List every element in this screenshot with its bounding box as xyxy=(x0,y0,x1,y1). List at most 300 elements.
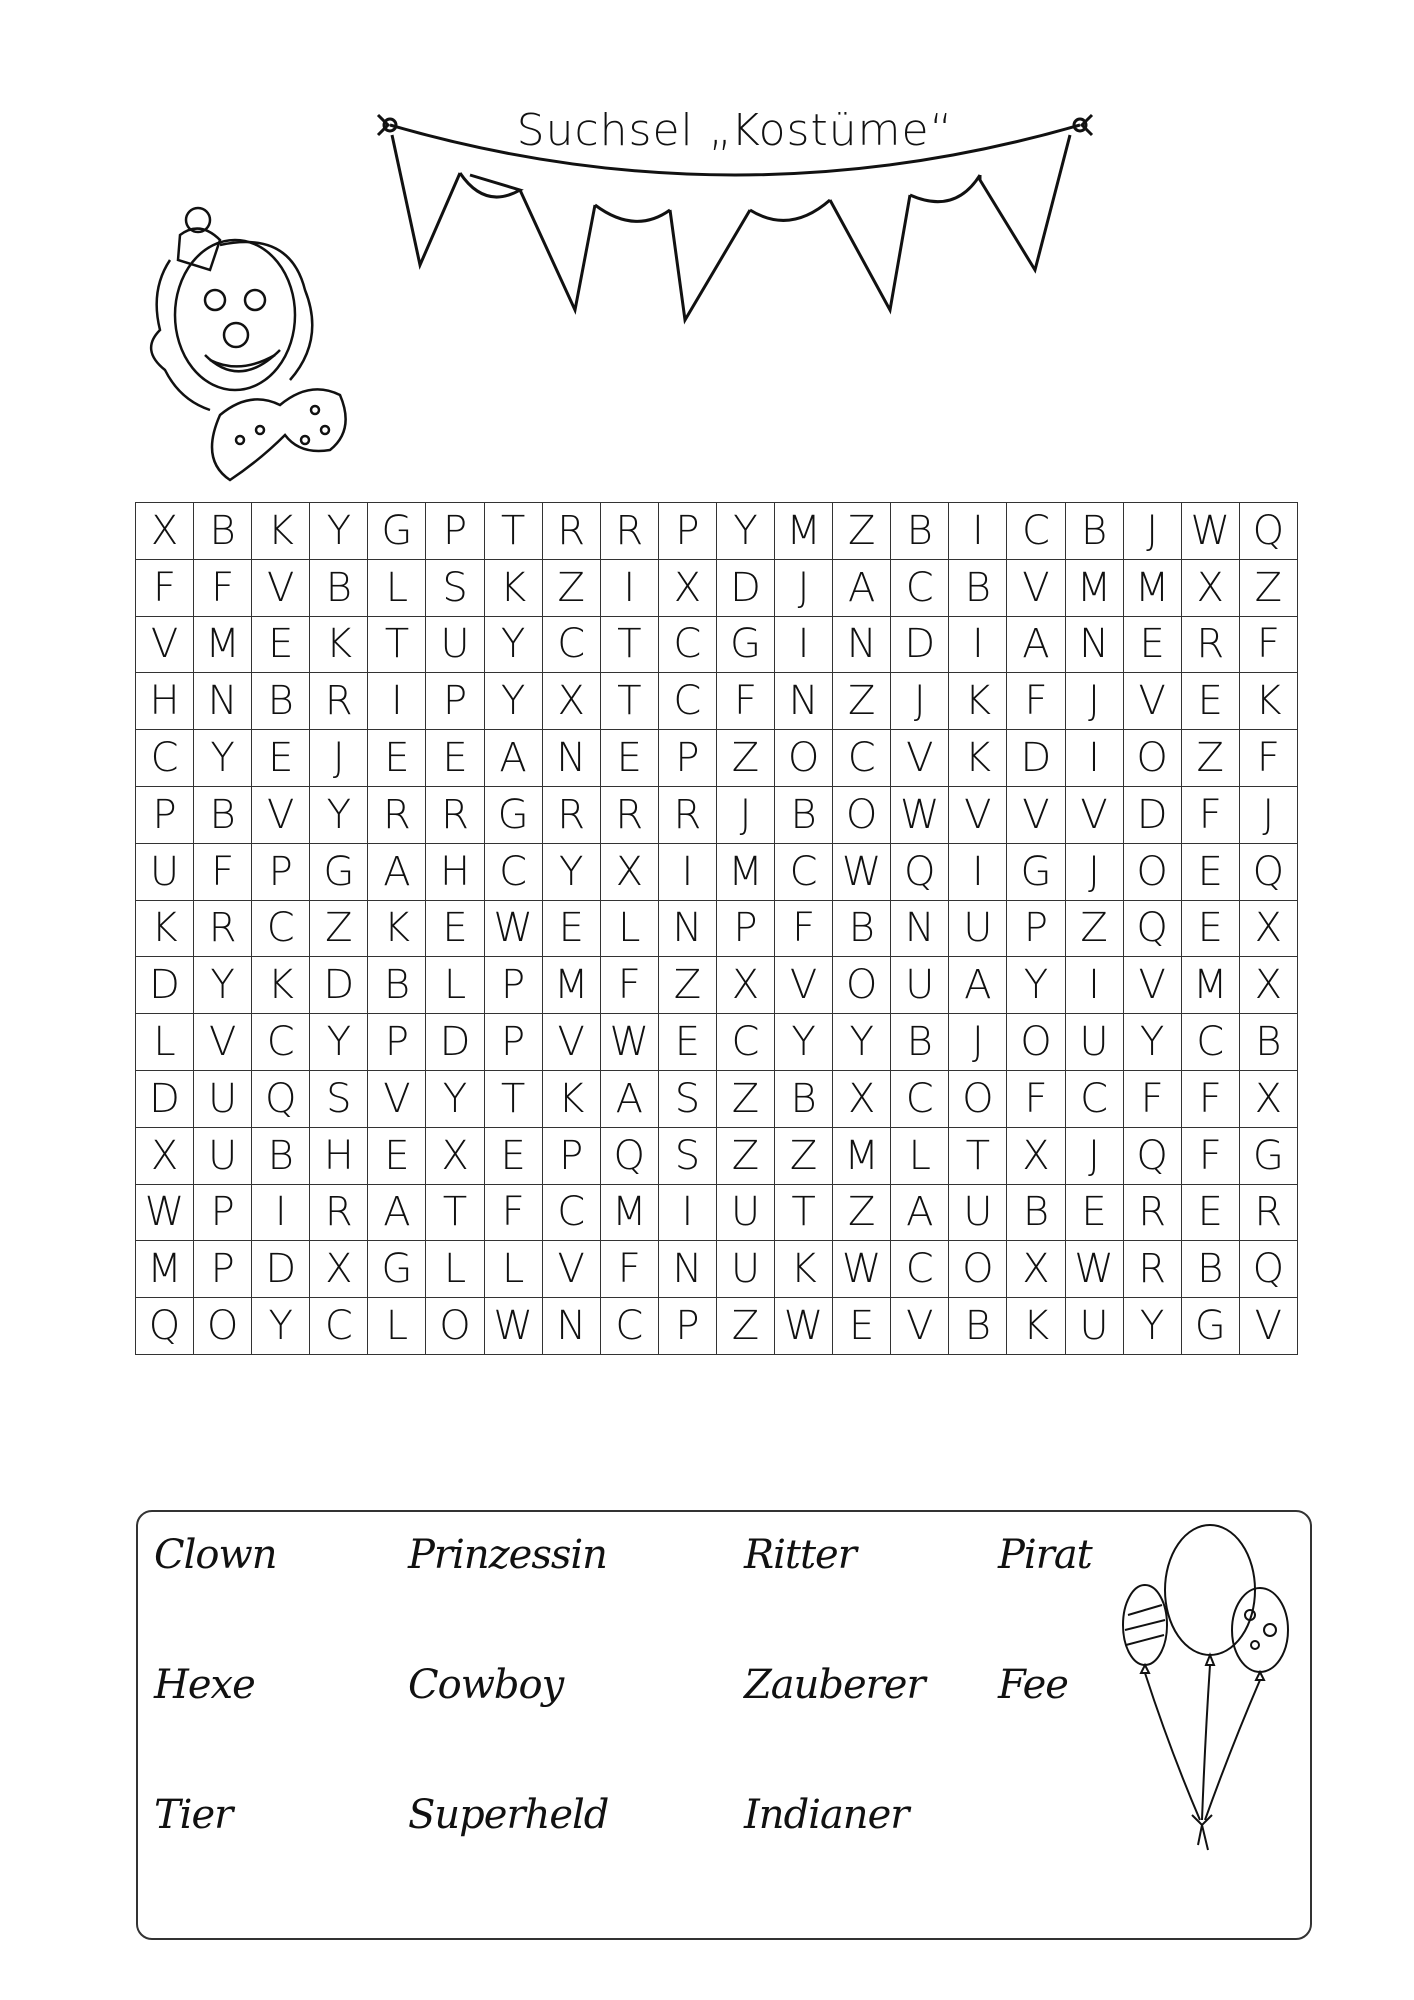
grid-cell[interactable]: B xyxy=(1007,1184,1065,1241)
grid-cell[interactable]: A xyxy=(368,843,426,900)
grid-cell[interactable]: V xyxy=(252,559,310,616)
grid-cell[interactable]: V xyxy=(891,1298,949,1355)
grid-cell[interactable]: F xyxy=(1181,1127,1239,1184)
grid-cell[interactable]: W xyxy=(833,843,891,900)
grid-cell[interactable]: E xyxy=(252,730,310,787)
grid-cell[interactable]: Z xyxy=(775,1127,833,1184)
grid-cell[interactable]: S xyxy=(658,1070,716,1127)
grid-cell[interactable]: Y xyxy=(833,1014,891,1071)
grid-cell[interactable]: R xyxy=(426,786,484,843)
grid-cell[interactable]: N xyxy=(658,1241,716,1298)
grid-cell[interactable]: S xyxy=(426,559,484,616)
grid-cell[interactable]: S xyxy=(310,1070,368,1127)
grid-cell[interactable]: T xyxy=(426,1184,484,1241)
grid-cell[interactable]: N xyxy=(1065,616,1123,673)
grid-cell[interactable]: O xyxy=(833,786,891,843)
grid-cell[interactable]: J xyxy=(1065,1127,1123,1184)
grid-cell[interactable]: Q xyxy=(1239,843,1297,900)
grid-cell[interactable]: Q xyxy=(1123,900,1181,957)
grid-cell[interactable]: Z xyxy=(658,957,716,1014)
grid-cell[interactable]: I xyxy=(600,559,658,616)
grid-cell[interactable]: L xyxy=(484,1241,542,1298)
grid-cell[interactable]: Y xyxy=(542,843,600,900)
grid-cell[interactable]: V xyxy=(542,1014,600,1071)
grid-cell[interactable]: E xyxy=(1181,1184,1239,1241)
grid-cell[interactable]: X xyxy=(833,1070,891,1127)
grid-cell[interactable]: F xyxy=(1007,1070,1065,1127)
grid-cell[interactable]: C xyxy=(833,730,891,787)
grid-cell[interactable]: D xyxy=(136,957,194,1014)
grid-cell[interactable]: P xyxy=(194,1184,252,1241)
grid-cell[interactable]: G xyxy=(1181,1298,1239,1355)
grid-cell[interactable]: X xyxy=(426,1127,484,1184)
grid-cell[interactable]: E xyxy=(600,730,658,787)
grid-cell[interactable]: Z xyxy=(1065,900,1123,957)
grid-cell[interactable]: V xyxy=(1239,1298,1297,1355)
grid-cell[interactable]: P xyxy=(658,730,716,787)
grid-cell[interactable]: W xyxy=(600,1014,658,1071)
grid-cell[interactable]: I xyxy=(949,843,1007,900)
grid-cell[interactable]: Y xyxy=(1123,1014,1181,1071)
grid-cell[interactable]: X xyxy=(1239,1070,1297,1127)
grid-cell[interactable]: G xyxy=(1007,843,1065,900)
grid-cell[interactable]: F xyxy=(136,559,194,616)
grid-cell[interactable]: C xyxy=(658,616,716,673)
grid-cell[interactable]: Y xyxy=(484,673,542,730)
grid-cell[interactable]: D xyxy=(426,1014,484,1071)
grid-cell[interactable]: U xyxy=(949,900,1007,957)
grid-cell[interactable]: G xyxy=(1239,1127,1297,1184)
grid-cell[interactable]: J xyxy=(1065,673,1123,730)
grid-cell[interactable]: Z xyxy=(716,1127,774,1184)
grid-cell[interactable]: B xyxy=(1181,1241,1239,1298)
grid-cell[interactable]: V xyxy=(891,730,949,787)
grid-cell[interactable]: X xyxy=(1239,957,1297,1014)
grid-cell[interactable]: B xyxy=(949,1298,1007,1355)
grid-cell[interactable]: Y xyxy=(426,1070,484,1127)
grid-cell[interactable]: U xyxy=(426,616,484,673)
grid-cell[interactable]: P xyxy=(542,1127,600,1184)
grid-cell[interactable]: Q xyxy=(252,1070,310,1127)
grid-cell[interactable]: K xyxy=(1239,673,1297,730)
grid-cell[interactable]: V xyxy=(368,1070,426,1127)
grid-cell[interactable]: X xyxy=(310,1241,368,1298)
grid-cell[interactable]: X xyxy=(658,559,716,616)
grid-cell[interactable]: I xyxy=(949,503,1007,560)
grid-cell[interactable]: E xyxy=(658,1014,716,1071)
grid-cell[interactable]: Y xyxy=(252,1298,310,1355)
grid-cell[interactable]: W xyxy=(484,900,542,957)
grid-cell[interactable]: E xyxy=(542,900,600,957)
grid-cell[interactable]: R xyxy=(310,673,368,730)
grid-cell[interactable]: E xyxy=(1181,900,1239,957)
grid-cell[interactable]: K xyxy=(775,1241,833,1298)
grid-cell[interactable]: A xyxy=(949,957,1007,1014)
grid-cell[interactable]: C xyxy=(252,900,310,957)
grid-cell[interactable]: W xyxy=(775,1298,833,1355)
grid-cell[interactable]: X xyxy=(1007,1127,1065,1184)
grid-cell[interactable]: J xyxy=(716,786,774,843)
grid-cell[interactable]: G xyxy=(484,786,542,843)
grid-cell[interactable]: T xyxy=(484,503,542,560)
grid-cell[interactable]: U xyxy=(891,957,949,1014)
grid-cell[interactable]: E xyxy=(252,616,310,673)
grid-cell[interactable]: D xyxy=(716,559,774,616)
grid-cell[interactable]: Z xyxy=(716,730,774,787)
grid-cell[interactable]: Y xyxy=(716,503,774,560)
grid-cell[interactable]: F xyxy=(716,673,774,730)
grid-cell[interactable]: U xyxy=(1065,1298,1123,1355)
grid-cell[interactable]: N xyxy=(542,730,600,787)
grid-cell[interactable]: V xyxy=(775,957,833,1014)
grid-cell[interactable]: M xyxy=(833,1127,891,1184)
grid-cell[interactable]: P xyxy=(484,957,542,1014)
grid-cell[interactable]: B xyxy=(775,1070,833,1127)
grid-cell[interactable]: M xyxy=(600,1184,658,1241)
grid-cell[interactable]: Q xyxy=(1123,1127,1181,1184)
grid-cell[interactable]: L xyxy=(368,1298,426,1355)
grid-cell[interactable]: B xyxy=(1065,503,1123,560)
grid-cell[interactable]: A xyxy=(1007,616,1065,673)
grid-cell[interactable]: Y xyxy=(484,616,542,673)
grid-cell[interactable]: J xyxy=(1065,843,1123,900)
grid-cell[interactable]: B xyxy=(1239,1014,1297,1071)
grid-cell[interactable]: U xyxy=(194,1127,252,1184)
grid-cell[interactable]: C xyxy=(484,843,542,900)
grid-cell[interactable]: U xyxy=(136,843,194,900)
grid-cell[interactable]: O xyxy=(833,957,891,1014)
grid-cell[interactable]: K xyxy=(252,957,310,1014)
grid-cell[interactable]: W xyxy=(484,1298,542,1355)
grid-cell[interactable]: Z xyxy=(716,1070,774,1127)
grid-cell[interactable]: O xyxy=(194,1298,252,1355)
grid-cell[interactable]: A xyxy=(368,1184,426,1241)
grid-cell[interactable]: R xyxy=(1123,1241,1181,1298)
grid-cell[interactable]: U xyxy=(949,1184,1007,1241)
grid-cell[interactable]: O xyxy=(426,1298,484,1355)
grid-cell[interactable]: J xyxy=(1123,503,1181,560)
grid-cell[interactable]: X xyxy=(542,673,600,730)
grid-cell[interactable]: K xyxy=(252,503,310,560)
grid-cell[interactable]: A xyxy=(484,730,542,787)
grid-cell[interactable]: U xyxy=(1065,1014,1123,1071)
grid-cell[interactable]: E xyxy=(1181,843,1239,900)
grid-cell[interactable]: G xyxy=(368,503,426,560)
grid-cell[interactable]: J xyxy=(310,730,368,787)
grid-cell[interactable]: V xyxy=(194,1014,252,1071)
grid-cell[interactable]: F xyxy=(484,1184,542,1241)
grid-cell[interactable]: G xyxy=(310,843,368,900)
grid-cell[interactable]: M xyxy=(542,957,600,1014)
grid-cell[interactable]: O xyxy=(775,730,833,787)
grid-cell[interactable]: E xyxy=(1065,1184,1123,1241)
grid-cell[interactable]: Y xyxy=(1123,1298,1181,1355)
grid-cell[interactable]: B xyxy=(194,503,252,560)
grid-cell[interactable]: I xyxy=(1065,957,1123,1014)
grid-cell[interactable]: J xyxy=(891,673,949,730)
grid-cell[interactable]: B xyxy=(891,1014,949,1071)
grid-cell[interactable]: O xyxy=(1007,1014,1065,1071)
grid-cell[interactable]: B xyxy=(194,786,252,843)
grid-cell[interactable]: C xyxy=(1181,1014,1239,1071)
grid-cell[interactable]: R xyxy=(658,786,716,843)
grid-cell[interactable]: V xyxy=(1123,673,1181,730)
grid-cell[interactable]: K xyxy=(310,616,368,673)
grid-cell[interactable]: Y xyxy=(194,957,252,1014)
grid-cell[interactable]: M xyxy=(1181,957,1239,1014)
grid-cell[interactable]: C xyxy=(891,1241,949,1298)
grid-cell[interactable]: L xyxy=(600,900,658,957)
grid-cell[interactable]: B xyxy=(252,1127,310,1184)
grid-cell[interactable]: T xyxy=(600,673,658,730)
grid-cell[interactable]: X xyxy=(1181,559,1239,616)
grid-cell[interactable]: D xyxy=(252,1241,310,1298)
grid-cell[interactable]: B xyxy=(949,559,1007,616)
grid-cell[interactable]: Y xyxy=(775,1014,833,1071)
grid-cell[interactable]: G xyxy=(716,616,774,673)
grid-cell[interactable]: N xyxy=(542,1298,600,1355)
grid-cell[interactable]: X xyxy=(600,843,658,900)
grid-cell[interactable]: C xyxy=(542,616,600,673)
grid-cell[interactable]: K xyxy=(1007,1298,1065,1355)
grid-cell[interactable]: K xyxy=(484,559,542,616)
grid-cell[interactable]: V xyxy=(542,1241,600,1298)
grid-cell[interactable]: M xyxy=(775,503,833,560)
grid-cell[interactable]: V xyxy=(1123,957,1181,1014)
grid-cell[interactable]: I xyxy=(1065,730,1123,787)
grid-cell[interactable]: V xyxy=(1007,559,1065,616)
grid-cell[interactable]: C xyxy=(775,843,833,900)
grid-cell[interactable]: R xyxy=(310,1184,368,1241)
grid-cell[interactable]: P xyxy=(658,1298,716,1355)
grid-cell[interactable]: Z xyxy=(1181,730,1239,787)
grid-cell[interactable]: F xyxy=(775,900,833,957)
grid-cell[interactable]: T xyxy=(600,616,658,673)
grid-cell[interactable]: P xyxy=(252,843,310,900)
grid-cell[interactable]: F xyxy=(1007,673,1065,730)
grid-cell[interactable]: Q xyxy=(600,1127,658,1184)
grid-cell[interactable]: E xyxy=(833,1298,891,1355)
grid-cell[interactable]: P xyxy=(194,1241,252,1298)
grid-cell[interactable]: F xyxy=(600,1241,658,1298)
grid-cell[interactable]: F xyxy=(1123,1070,1181,1127)
grid-cell[interactable]: O xyxy=(949,1241,1007,1298)
grid-cell[interactable]: T xyxy=(775,1184,833,1241)
grid-cell[interactable]: D xyxy=(891,616,949,673)
grid-cell[interactable]: B xyxy=(310,559,368,616)
grid-cell[interactable]: R xyxy=(542,503,600,560)
grid-cell[interactable]: M xyxy=(194,616,252,673)
grid-cell[interactable]: P xyxy=(426,673,484,730)
grid-cell[interactable]: S xyxy=(658,1127,716,1184)
grid-cell[interactable]: R xyxy=(600,786,658,843)
grid-cell[interactable]: Y xyxy=(1007,957,1065,1014)
grid-cell[interactable]: V xyxy=(1065,786,1123,843)
grid-cell[interactable]: O xyxy=(949,1070,1007,1127)
grid-cell[interactable]: T xyxy=(484,1070,542,1127)
grid-cell[interactable]: Q xyxy=(1239,503,1297,560)
grid-cell[interactable]: K xyxy=(949,730,1007,787)
grid-cell[interactable]: T xyxy=(949,1127,1007,1184)
grid-cell[interactable]: E xyxy=(368,1127,426,1184)
grid-cell[interactable]: R xyxy=(1123,1184,1181,1241)
grid-cell[interactable]: Q xyxy=(136,1298,194,1355)
grid-cell[interactable]: F xyxy=(194,559,252,616)
grid-cell[interactable]: I xyxy=(368,673,426,730)
grid-cell[interactable]: C xyxy=(891,1070,949,1127)
grid-cell[interactable]: V xyxy=(1007,786,1065,843)
grid-cell[interactable]: C xyxy=(658,673,716,730)
grid-cell[interactable]: M xyxy=(1065,559,1123,616)
grid-cell[interactable]: H xyxy=(136,673,194,730)
grid-cell[interactable]: I xyxy=(252,1184,310,1241)
grid-cell[interactable]: G xyxy=(368,1241,426,1298)
grid-cell[interactable]: R xyxy=(1239,1184,1297,1241)
grid-cell[interactable]: R xyxy=(194,900,252,957)
grid-cell[interactable]: M xyxy=(716,843,774,900)
grid-cell[interactable]: B xyxy=(252,673,310,730)
grid-cell[interactable]: L xyxy=(426,957,484,1014)
grid-cell[interactable]: C xyxy=(310,1298,368,1355)
grid-cell[interactable]: N xyxy=(194,673,252,730)
grid-cell[interactable]: H xyxy=(310,1127,368,1184)
grid-cell[interactable]: K xyxy=(368,900,426,957)
grid-cell[interactable]: C xyxy=(716,1014,774,1071)
grid-cell[interactable]: B xyxy=(833,900,891,957)
grid-cell[interactable]: F xyxy=(194,843,252,900)
grid-cell[interactable]: D xyxy=(1123,786,1181,843)
grid-cell[interactable]: C xyxy=(1007,503,1065,560)
grid-cell[interactable]: Z xyxy=(716,1298,774,1355)
grid-cell[interactable]: D xyxy=(136,1070,194,1127)
grid-cell[interactable]: E xyxy=(484,1127,542,1184)
grid-cell[interactable]: C xyxy=(542,1184,600,1241)
grid-cell[interactable]: P xyxy=(136,786,194,843)
grid-cell[interactable]: W xyxy=(1181,503,1239,560)
grid-cell[interactable]: I xyxy=(949,616,1007,673)
grid-cell[interactable]: L xyxy=(891,1127,949,1184)
grid-cell[interactable]: W xyxy=(1065,1241,1123,1298)
grid-cell[interactable]: D xyxy=(1007,730,1065,787)
grid-cell[interactable]: J xyxy=(1239,786,1297,843)
grid-cell[interactable]: F xyxy=(1181,786,1239,843)
grid-cell[interactable]: B xyxy=(368,957,426,1014)
grid-cell[interactable]: O xyxy=(1123,843,1181,900)
grid-cell[interactable]: Z xyxy=(833,673,891,730)
grid-cell[interactable]: N xyxy=(833,616,891,673)
grid-cell[interactable]: X xyxy=(716,957,774,1014)
grid-cell[interactable]: C xyxy=(252,1014,310,1071)
grid-cell[interactable]: K xyxy=(949,673,1007,730)
grid-cell[interactable]: U xyxy=(194,1070,252,1127)
grid-cell[interactable]: Q xyxy=(891,843,949,900)
grid-cell[interactable]: R xyxy=(1181,616,1239,673)
grid-cell[interactable]: E xyxy=(368,730,426,787)
grid-cell[interactable]: T xyxy=(368,616,426,673)
grid-cell[interactable]: H xyxy=(426,843,484,900)
grid-cell[interactable]: K xyxy=(136,900,194,957)
grid-cell[interactable]: W xyxy=(891,786,949,843)
grid-cell[interactable]: C xyxy=(600,1298,658,1355)
grid-cell[interactable]: Z xyxy=(310,900,368,957)
grid-cell[interactable]: J xyxy=(949,1014,1007,1071)
grid-cell[interactable]: Y xyxy=(310,1014,368,1071)
grid-cell[interactable]: Q xyxy=(1239,1241,1297,1298)
grid-cell[interactable]: P xyxy=(1007,900,1065,957)
grid-cell[interactable]: V xyxy=(252,786,310,843)
grid-cell[interactable]: Y xyxy=(194,730,252,787)
grid-cell[interactable]: M xyxy=(1123,559,1181,616)
grid-cell[interactable]: C xyxy=(1065,1070,1123,1127)
grid-cell[interactable]: Y xyxy=(310,786,368,843)
grid-cell[interactable]: A xyxy=(600,1070,658,1127)
grid-cell[interactable]: P xyxy=(368,1014,426,1071)
grid-cell[interactable]: P xyxy=(484,1014,542,1071)
grid-cell[interactable]: P xyxy=(658,503,716,560)
grid-cell[interactable]: J xyxy=(775,559,833,616)
grid-cell[interactable]: L xyxy=(426,1241,484,1298)
grid-cell[interactable]: R xyxy=(600,503,658,560)
grid-cell[interactable]: X xyxy=(1239,900,1297,957)
grid-cell[interactable]: Z xyxy=(833,1184,891,1241)
grid-cell[interactable]: M xyxy=(136,1241,194,1298)
grid-cell[interactable]: K xyxy=(542,1070,600,1127)
grid-cell[interactable]: E xyxy=(1181,673,1239,730)
grid-cell[interactable]: A xyxy=(833,559,891,616)
grid-cell[interactable]: D xyxy=(310,957,368,1014)
grid-cell[interactable]: L xyxy=(368,559,426,616)
grid-cell[interactable]: U xyxy=(716,1241,774,1298)
grid-cell[interactable]: W xyxy=(833,1241,891,1298)
grid-cell[interactable]: N xyxy=(658,900,716,957)
grid-cell[interactable]: X xyxy=(1007,1241,1065,1298)
grid-cell[interactable]: A xyxy=(891,1184,949,1241)
grid-cell[interactable]: I xyxy=(775,616,833,673)
grid-cell[interactable]: R xyxy=(368,786,426,843)
grid-cell[interactable]: X xyxy=(136,503,194,560)
grid-cell[interactable]: N xyxy=(891,900,949,957)
grid-cell[interactable]: Y xyxy=(310,503,368,560)
grid-cell[interactable]: E xyxy=(426,730,484,787)
grid-cell[interactable]: F xyxy=(1239,730,1297,787)
grid-cell[interactable]: P xyxy=(716,900,774,957)
grid-cell[interactable]: Z xyxy=(542,559,600,616)
grid-cell[interactable]: Z xyxy=(1239,559,1297,616)
grid-cell[interactable]: O xyxy=(1123,730,1181,787)
grid-cell[interactable]: C xyxy=(136,730,194,787)
grid-cell[interactable]: C xyxy=(891,559,949,616)
grid-cell[interactable]: P xyxy=(426,503,484,560)
grid-cell[interactable]: F xyxy=(1239,616,1297,673)
grid-cell[interactable]: F xyxy=(1181,1070,1239,1127)
grid-cell[interactable]: B xyxy=(775,786,833,843)
grid-cell[interactable]: V xyxy=(949,786,1007,843)
grid-cell[interactable]: I xyxy=(658,1184,716,1241)
grid-cell[interactable]: E xyxy=(1123,616,1181,673)
grid-cell[interactable]: B xyxy=(891,503,949,560)
grid-cell[interactable]: X xyxy=(136,1127,194,1184)
grid-cell[interactable]: E xyxy=(426,900,484,957)
grid-cell[interactable]: U xyxy=(716,1184,774,1241)
grid-cell[interactable]: R xyxy=(542,786,600,843)
grid-cell[interactable]: V xyxy=(136,616,194,673)
grid-cell[interactable]: Z xyxy=(833,503,891,560)
grid-cell[interactable]: N xyxy=(775,673,833,730)
grid-cell[interactable]: F xyxy=(600,957,658,1014)
grid-cell[interactable]: L xyxy=(136,1014,194,1071)
grid-cell[interactable]: W xyxy=(136,1184,194,1241)
grid-cell[interactable]: I xyxy=(658,843,716,900)
